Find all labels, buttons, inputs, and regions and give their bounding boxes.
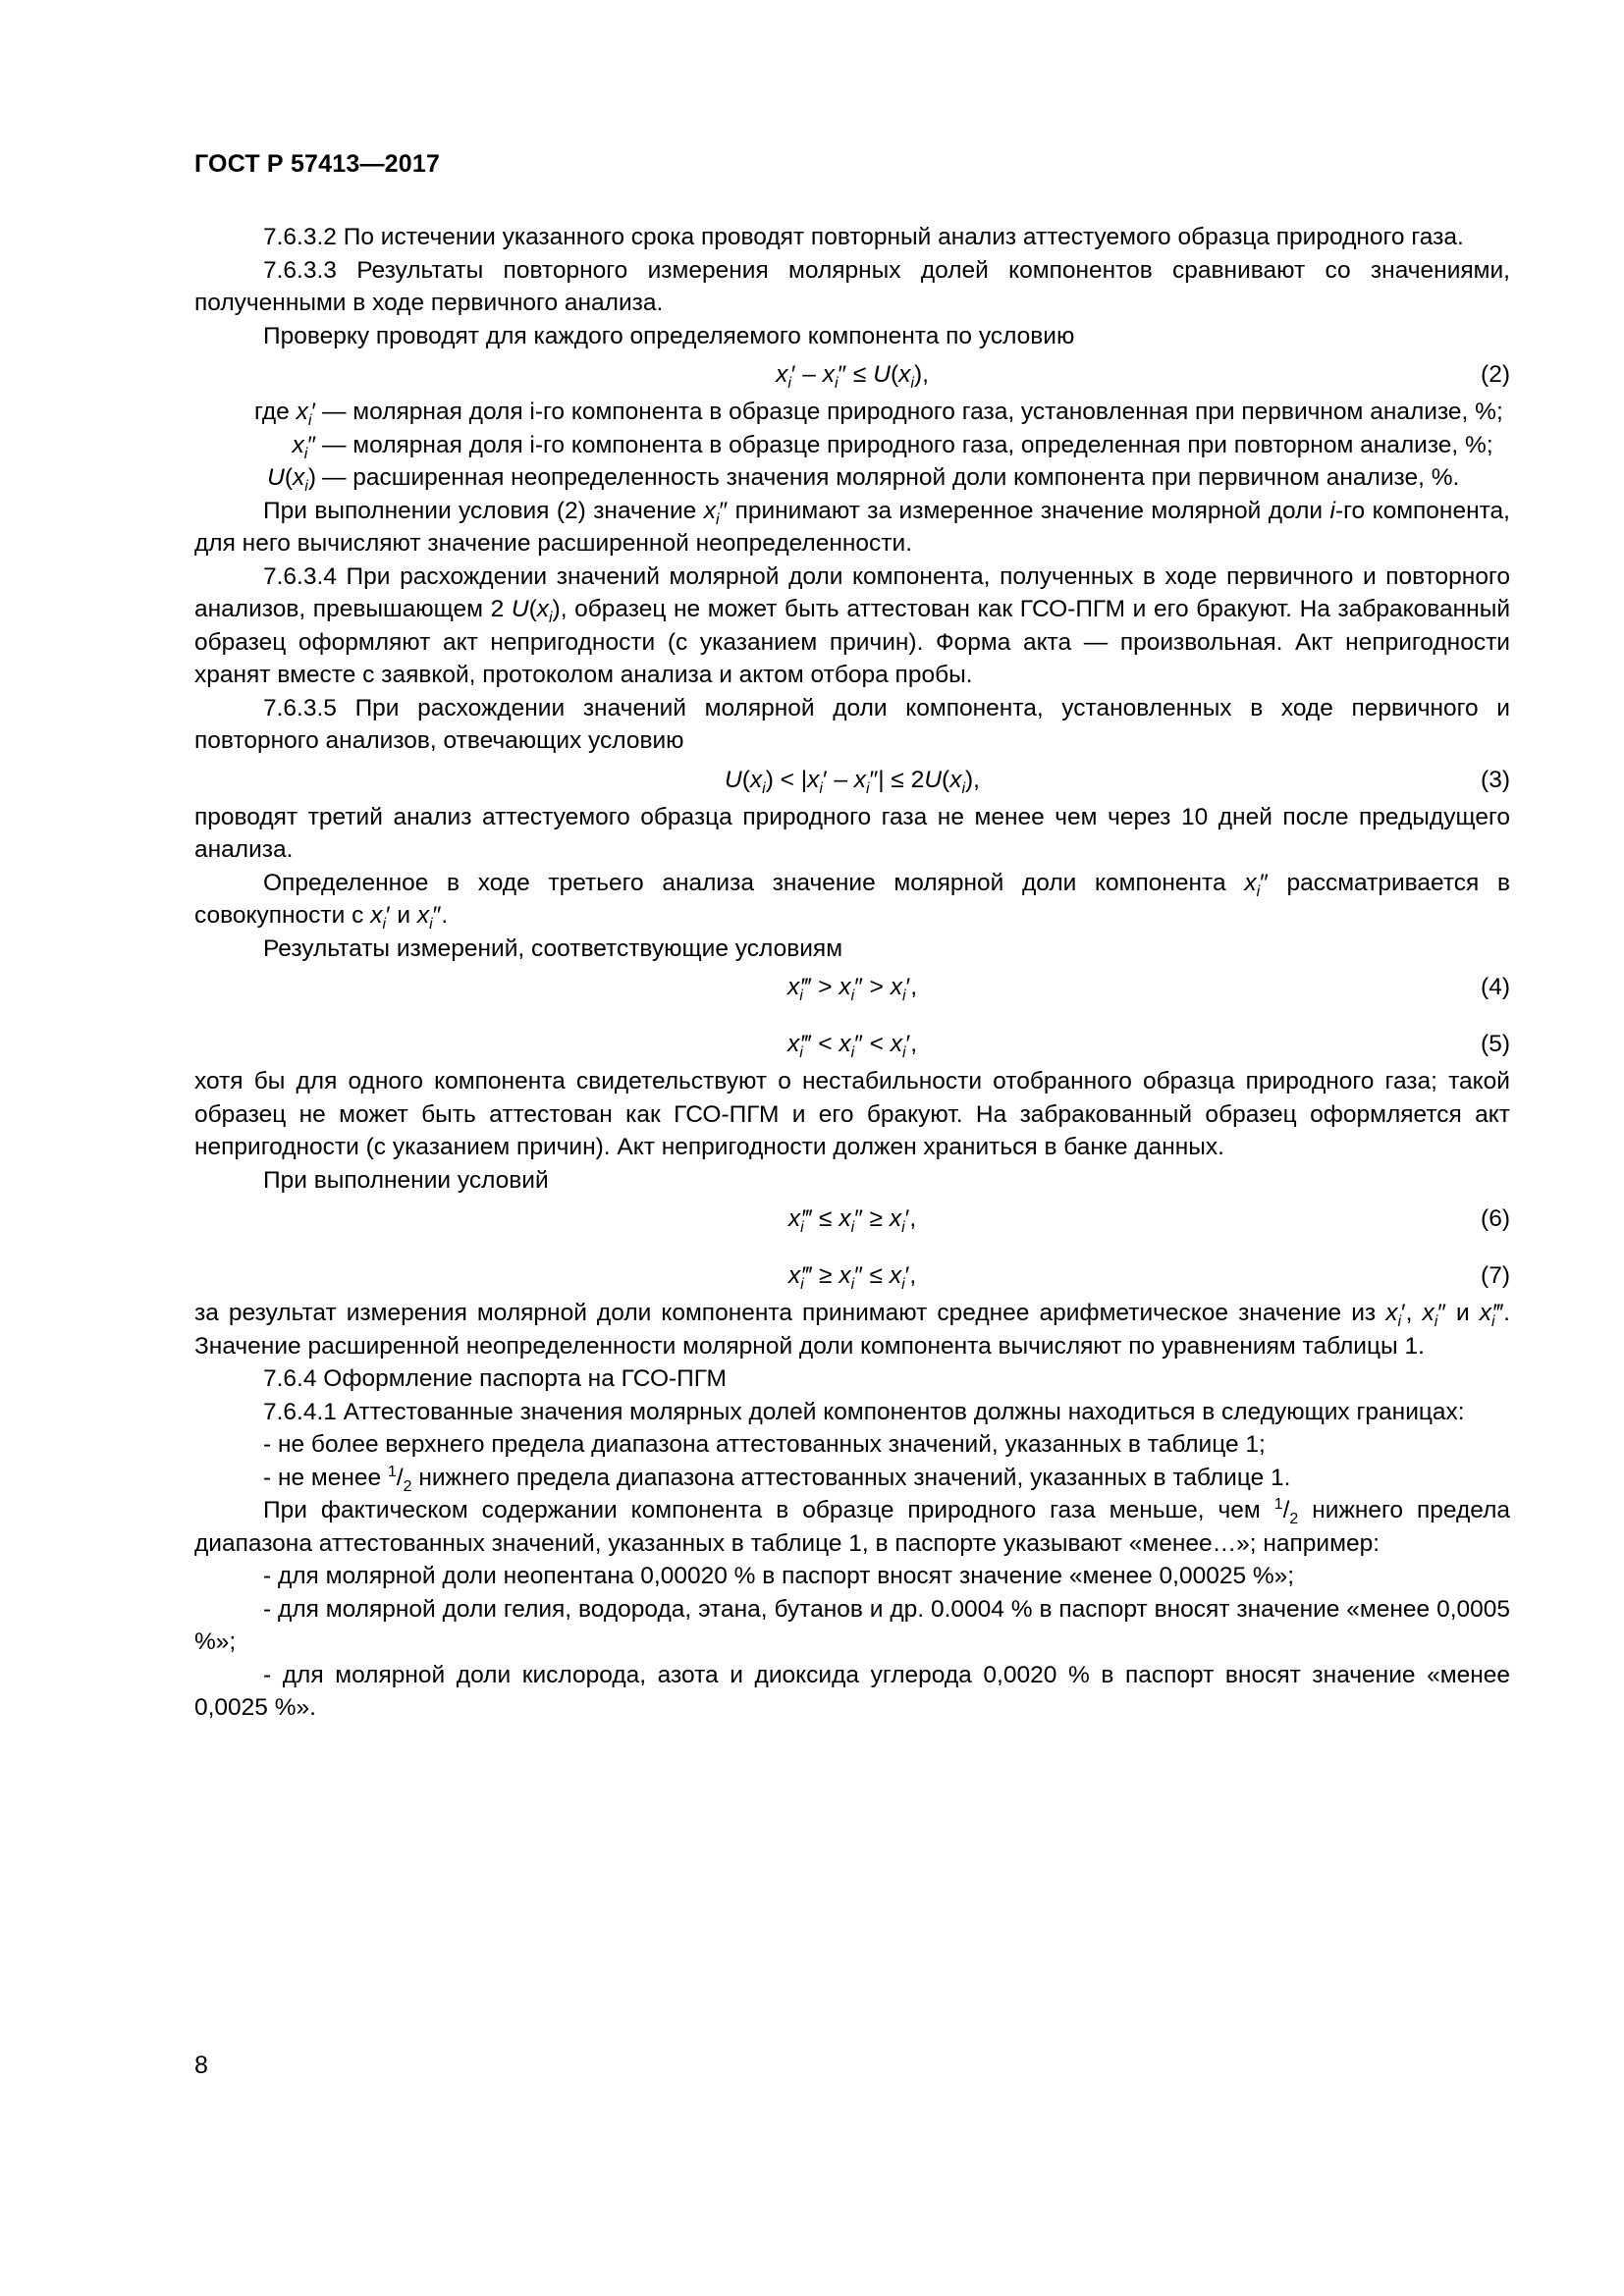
formula-5 bbox=[194, 1022, 1510, 1065]
definition-2 bbox=[194, 429, 1510, 462]
formula-2 bbox=[194, 352, 1510, 396]
formula-6-expression: $x_i‴ \le x_i'' \ge x_i'$, bbox=[787, 1205, 917, 1236]
definition-1 bbox=[194, 396, 1510, 429]
paragraph-condition-2: При выполнении условия (2) значение $x_i''$ принимают за измеренное значение молярной доли i-го компонента, для него вычисляют значение расширенной неопределенности. bbox=[194, 497, 1510, 557]
definition-2-term: $x_i''$ bbox=[292, 431, 316, 462]
paragraph-third-value: Определенное в ходе третьего анализа значение молярной доли компонента $x_i''$ рассматривается в совокупности с $x_i'$ и $x_i''$. bbox=[194, 869, 1510, 933]
formula-7 bbox=[194, 1254, 1510, 1297]
paragraph-7-6-3-5: 7.6.3.5 При расхождении значений молярной доли компонента, установленных в ходе первичного и повторного анализов, отвечающих условию bbox=[194, 694, 1510, 754]
formula-3-number: (3) bbox=[1481, 766, 1510, 793]
formula-3-expression: $U(x_i) < |x_i' - x_i''| \le 2U(x_i)$, bbox=[725, 766, 980, 797]
list-item-helium: - для молярной доли гелия, водорода, этана, бутанов и др. 0.0004 % в паспорт вносят значение «менее 0,0005 %»; bbox=[194, 1595, 1510, 1655]
formula-5-expression: $x_i‴ < x_i'' < x_i'$, bbox=[786, 1031, 917, 1061]
spacer bbox=[194, 1008, 1510, 1022]
definition-1-term: где $x_i'$ bbox=[254, 399, 316, 429]
formula-2-expression: $x_i' - x_i'' \le U(x_i)$, bbox=[776, 361, 929, 392]
paragraph-check-condition: Проверку проводят для каждого определяемого компонента по условию bbox=[263, 322, 1075, 349]
formula-7-expression: $x_i‴ \ge x_i'' \le x_i'$, bbox=[787, 1262, 917, 1293]
paragraph-mean-result: за результат измерения молярной доли компонента принимают среднее арифметическое значение из $x_i'$, $x_i''$ и $x_i‴$. Значение расширенной неопределенности молярной доли компонента вычисляют по уравнениям таблицы 1. bbox=[194, 1300, 1510, 1360]
list-item-neopentane: - для молярной доли неопентана 0,00020 % в паспорт вносят значение «менее 0,00025 %»; bbox=[263, 1563, 1295, 1589]
document-body bbox=[194, 221, 1510, 1725]
paragraph-third-analysis: проводят третий анализ аттестуемого образца природного газа не менее чем через 10 дней после предыдущего анализа. bbox=[194, 803, 1510, 863]
paragraph-7-6-4-1: 7.6.4.1 Аттестованные значения молярных долей компонентов должны находиться в следующих границах: bbox=[263, 1398, 1465, 1425]
formula-6 bbox=[194, 1197, 1510, 1240]
paragraph-results-conditions: Результаты измерений, соответствующие условиям bbox=[263, 934, 843, 962]
paragraph-conditions-met: При выполнении условий bbox=[263, 1166, 549, 1194]
formula-2-number: (2) bbox=[1481, 361, 1510, 388]
standard-header: ГОСТ Р 57413—2017 bbox=[194, 150, 441, 178]
paragraph-7-6-3-2: 7.6.3.2 По истечении указанного срока проводят повторный анализ аттестуемого образца природного газа. bbox=[263, 224, 1464, 250]
formula-6-number: (6) bbox=[1481, 1205, 1510, 1232]
definition-3-term: $U(x_i)$ bbox=[267, 464, 316, 495]
formula-3 bbox=[194, 758, 1510, 801]
formula-7-number: (7) bbox=[1481, 1262, 1510, 1289]
formula-4-expression: $x_i‴ > x_i'' > x_i'$, bbox=[786, 974, 917, 1004]
paragraph-7-6-4: 7.6.4 Оформление паспорта на ГСО-ПГМ bbox=[263, 1365, 727, 1392]
list-item-upper-limit: - не более верхнего предела диапазона аттестованных значений, указанных в таблице 1; bbox=[263, 1431, 1266, 1458]
formula-5-number: (5) bbox=[1481, 1031, 1510, 1057]
paragraph-less-than: При фактическом содержании компонента в образце природного газа меньше, чем $^1/_2$ нижнего предела диапазона аттестованных значений, указанных в таблице 1, в паспорте указывают «менее…»; например: bbox=[194, 1495, 1511, 1557]
paragraph-instability: хотя бы для одного компонента свидетельствуют о нестабильности отобранного образца природного газа; такой образец не может быть аттестован как ГСО-ПГМ и его бракуют. На забракованный образец оформляется акт непригодности (с указанием причин). Акт непригодности должен храниться в банке данных. bbox=[194, 1068, 1510, 1160]
paragraph-7-6-3-4: 7.6.3.4 При расхождении значений молярной доли компонента, полученных в ходе первичного и повторного анализов, превышающем 2 $U(x_i)$, образец не может быть аттестован как ГСО-ПГМ и его бракуют. На забракованный образец оформляют акт непригодности (с указанием причин). Форма акта — произвольная. Акт непригодности хранят вместе с заявкой, протоколом анализа и актом отбора пробы. bbox=[194, 562, 1511, 688]
spacer bbox=[194, 1240, 1510, 1254]
definition-3-text: — расширенная неопределенность значения молярной доли компонента при первичном анализе, %. bbox=[322, 464, 1460, 491]
formula-4-number: (4) bbox=[1481, 974, 1510, 1000]
list-item-lower-limit: - не менее $^1/_2$ нижнего предела диапазона аттестованных значений, указанных в таблице 1. bbox=[263, 1463, 1291, 1495]
page-number: 8 bbox=[194, 2052, 208, 2079]
definition-3 bbox=[194, 461, 1510, 495]
formula-4 bbox=[194, 965, 1510, 1008]
list-item-oxygen: - для молярной доли кислорода, азота и диоксида углерода 0,0020 % в паспорт вносят значение «менее 0,0025 %». bbox=[194, 1661, 1510, 1721]
definition-1-text: — молярная доля i-го компонента в образце природного газа, установленная при первичном анализе, %; bbox=[322, 399, 1503, 425]
definition-2-text: — молярная доля i-го компонента в образце природного газа, определенная при повторном анализе, %; bbox=[322, 431, 1493, 458]
paragraph-7-6-3-3: 7.6.3.3 Результаты повторного измерения молярных долей компонентов сравнивают со значениями, полученными в ходе первичного анализа. bbox=[194, 256, 1510, 316]
